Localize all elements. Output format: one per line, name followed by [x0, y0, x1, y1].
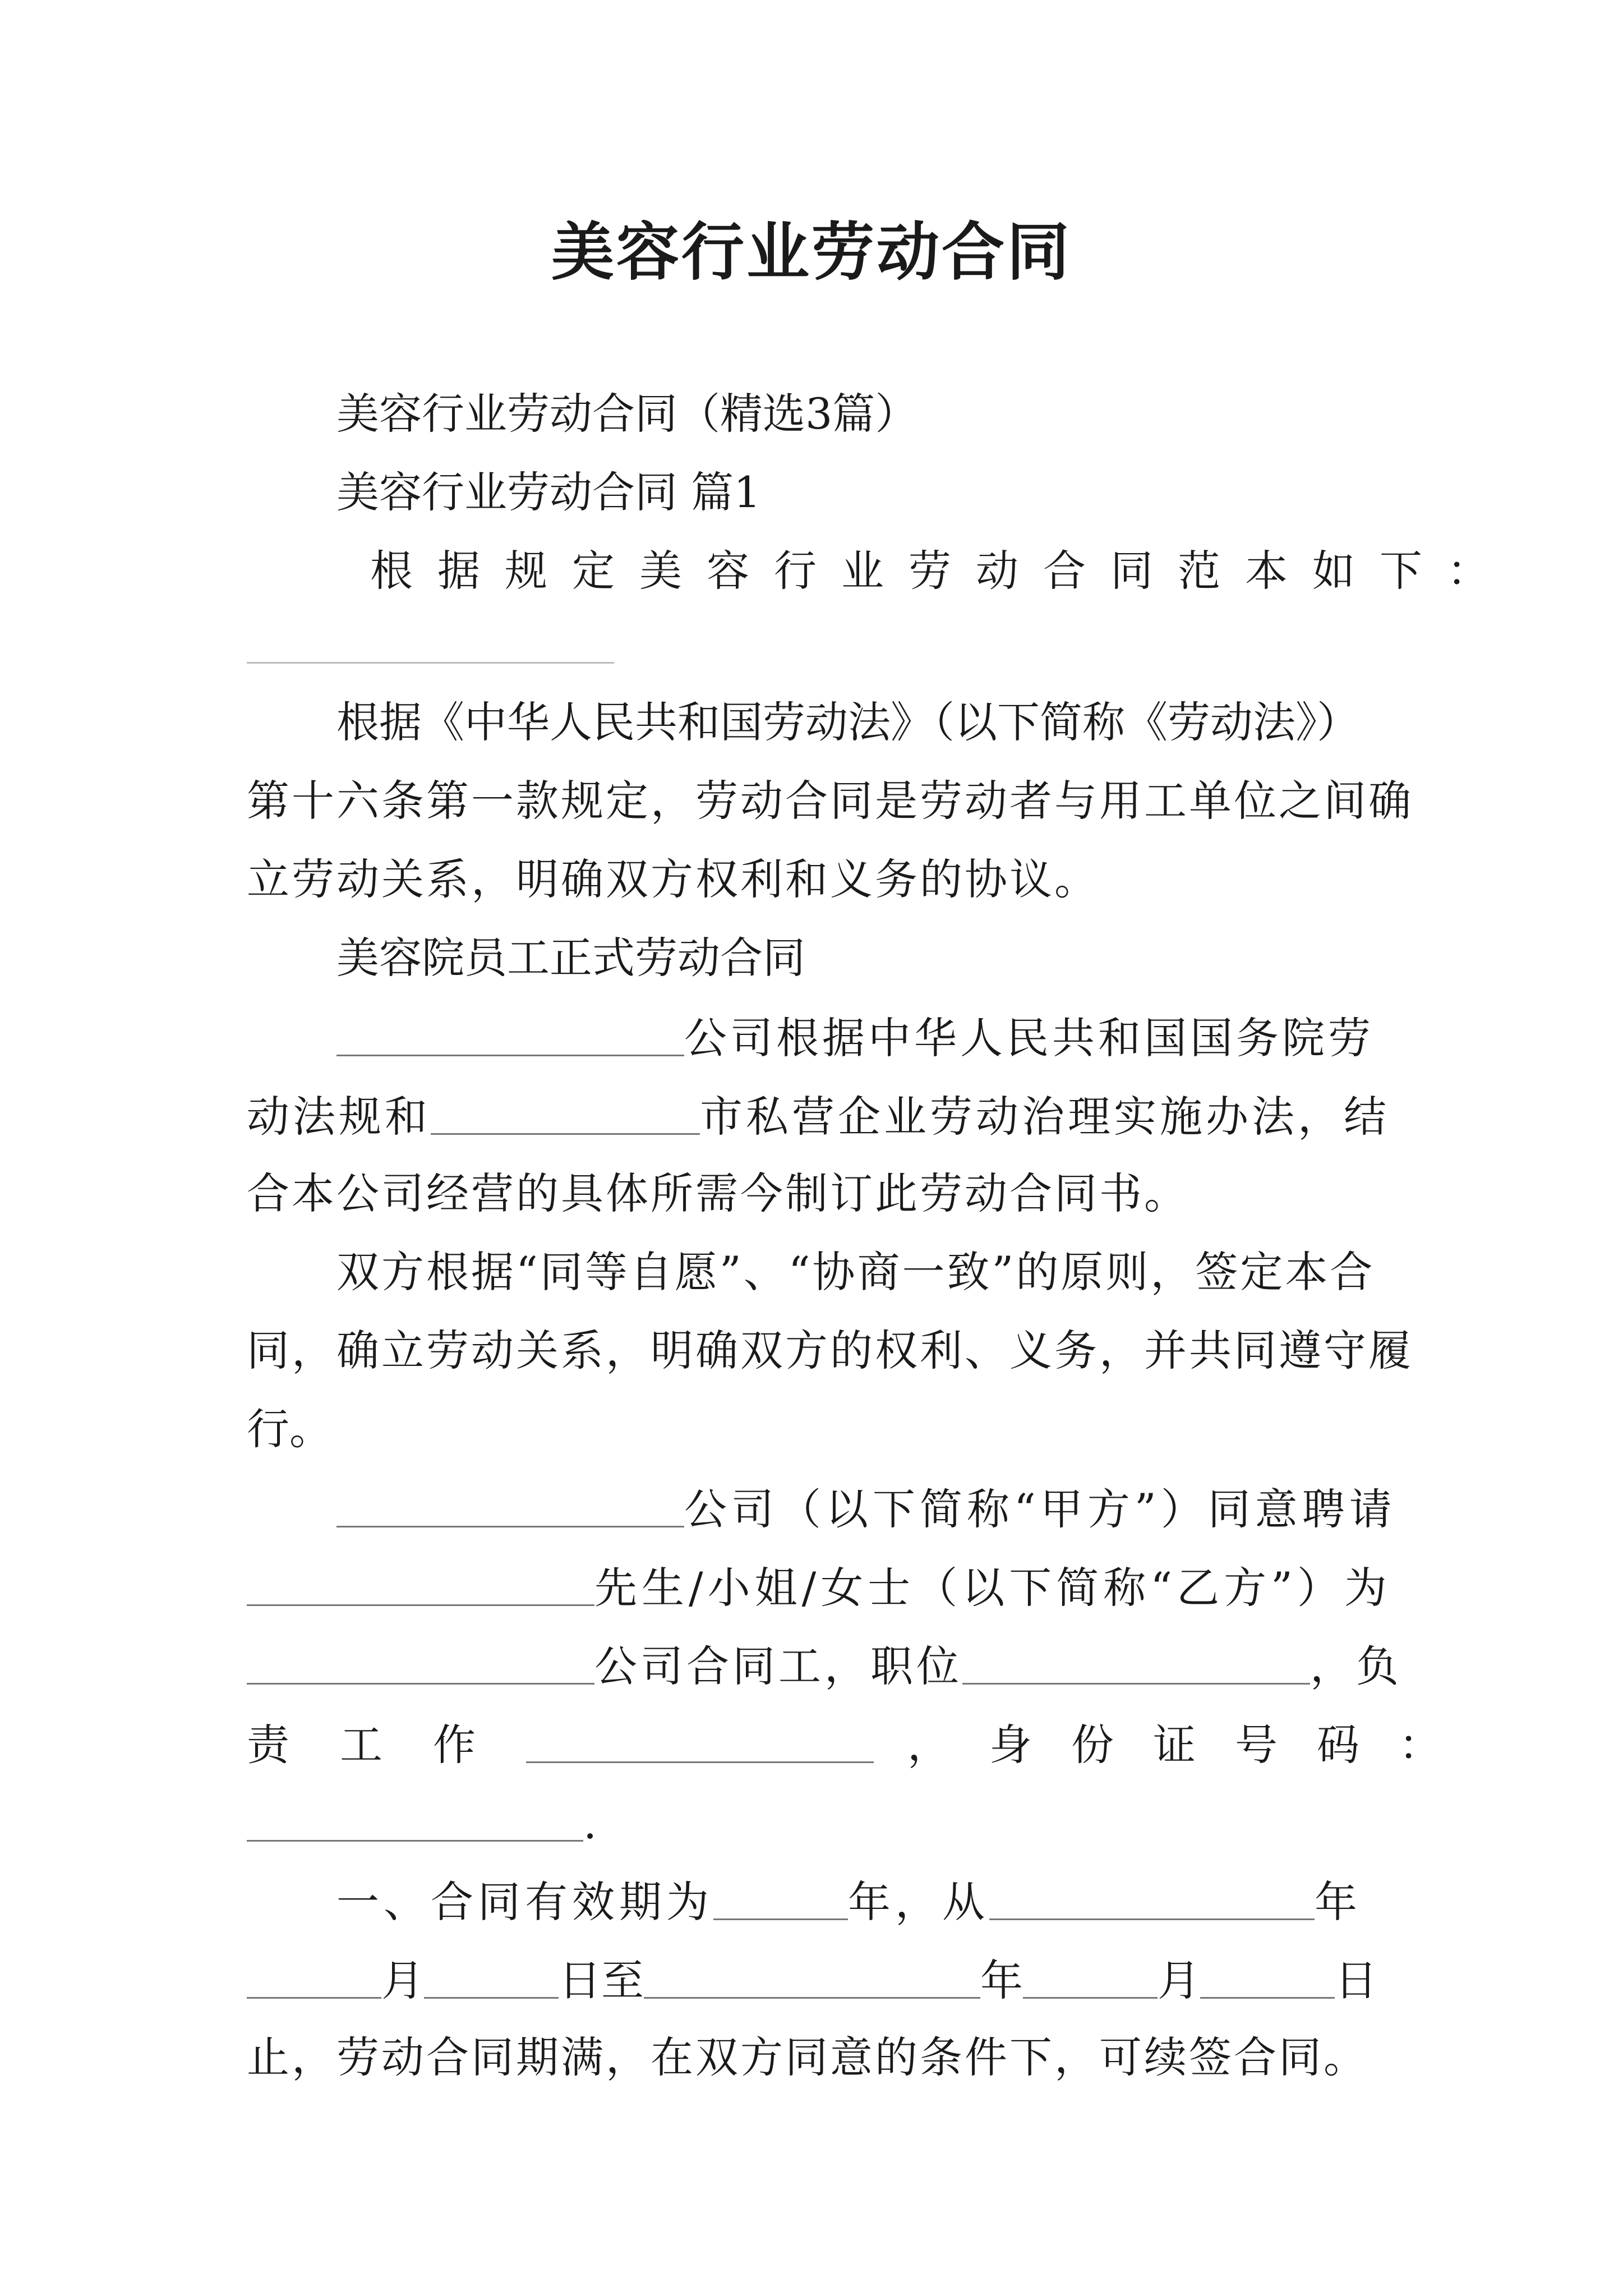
- paragraph-line: 第十六条第一款规定，劳动合同是劳动者与用工单位之间确: [247, 776, 1413, 826]
- text-span: 公司根据中华人民共和国国务院劳: [684, 1013, 1374, 1063]
- blank-start-month: [247, 1958, 381, 1999]
- blank-end-day: [1200, 1958, 1335, 1999]
- text-span: 日至: [559, 1955, 644, 2005]
- text-span: 年: [1315, 1877, 1362, 1927]
- blank-years: [713, 1879, 848, 1920]
- clause-line: [336, 1877, 1362, 1927]
- clause-line: 止，劳动合同期满，在双方同意的条件下，可续签合同。: [247, 2032, 1368, 2082]
- text-span: 年: [980, 1955, 1023, 2005]
- paragraph-line: 根据《中华人民共和国劳动法》（以下简称《劳动法》）: [336, 697, 1359, 747]
- blank-start-year: [989, 1879, 1315, 1920]
- paragraph-line: [247, 1641, 1402, 1691]
- text-span: 市私营企业劳动治理实施办法，结: [700, 1092, 1390, 1142]
- section-heading: 美容行业劳动合同 篇1: [336, 467, 761, 517]
- text-span: 先生/小姐/女士（以下简称“乙方”）为: [594, 1563, 1391, 1613]
- paragraph-line: [247, 1092, 1390, 1142]
- paragraph-line: [247, 1720, 1481, 1770]
- document-title: 美容行业劳动合同: [551, 215, 1072, 289]
- paragraph-line: 合本公司经营的具体所需今制订此劳动合同书。: [247, 1168, 1189, 1218]
- blank-company: [247, 1644, 594, 1685]
- blank-city: [431, 1094, 700, 1135]
- intro-line: 根据规定美容行业劳动合同范本如下：: [370, 546, 1514, 596]
- paragraph-line: [247, 1798, 597, 1848]
- text-span: 日: [1335, 1955, 1377, 2005]
- paragraph-line: [247, 1563, 1391, 1613]
- clause-line: [247, 1955, 1377, 2005]
- paragraph-line: 立劳动关系，明确双方权利和义务的协议。: [247, 854, 1099, 904]
- text-span: ，负: [1310, 1641, 1402, 1691]
- text-span: 责工作: [247, 1720, 526, 1770]
- blank-id-number: [247, 1801, 583, 1842]
- paragraph-line: 同，确立劳动关系，明确双方的权利、义务，并共同遵守履: [247, 1326, 1413, 1375]
- contract-heading: 美容院员工正式劳动合同: [336, 933, 805, 983]
- text-span: 一、合同有效期为: [336, 1877, 713, 1927]
- paragraph-line: [336, 1013, 1374, 1063]
- blank-duty: [526, 1722, 874, 1763]
- blank-end-month: [1023, 1958, 1158, 1999]
- subtitle: 美容行业劳动合同（精选3篇）: [336, 389, 918, 439]
- paragraph-line: 行。: [247, 1404, 332, 1454]
- blank-start-day: [424, 1958, 559, 1999]
- text-span: .: [583, 1798, 597, 1848]
- text-span: 月: [1158, 1955, 1200, 2005]
- text-span: 动法规和: [247, 1092, 431, 1142]
- blank-position: [962, 1644, 1310, 1685]
- text-span: 月: [381, 1955, 424, 2005]
- text-span: 公司合同工，职位: [594, 1641, 962, 1691]
- blank-name: [247, 1565, 594, 1606]
- blank-company: [336, 1487, 684, 1527]
- blank-company: [336, 1015, 684, 1056]
- blank-end-year: [644, 1958, 980, 1999]
- text-span: ，身份证号码：: [907, 1720, 1481, 1770]
- paragraph-line: 双方根据“同等自愿”、“协商一致”的原则，签定本合: [336, 1247, 1375, 1297]
- text-span: 年，从: [848, 1877, 989, 1927]
- blank-line: [247, 662, 614, 664]
- text-span: 公司（以下简称“甲方”）同意聘请: [684, 1484, 1396, 1534]
- paragraph-line: [336, 1484, 1396, 1534]
